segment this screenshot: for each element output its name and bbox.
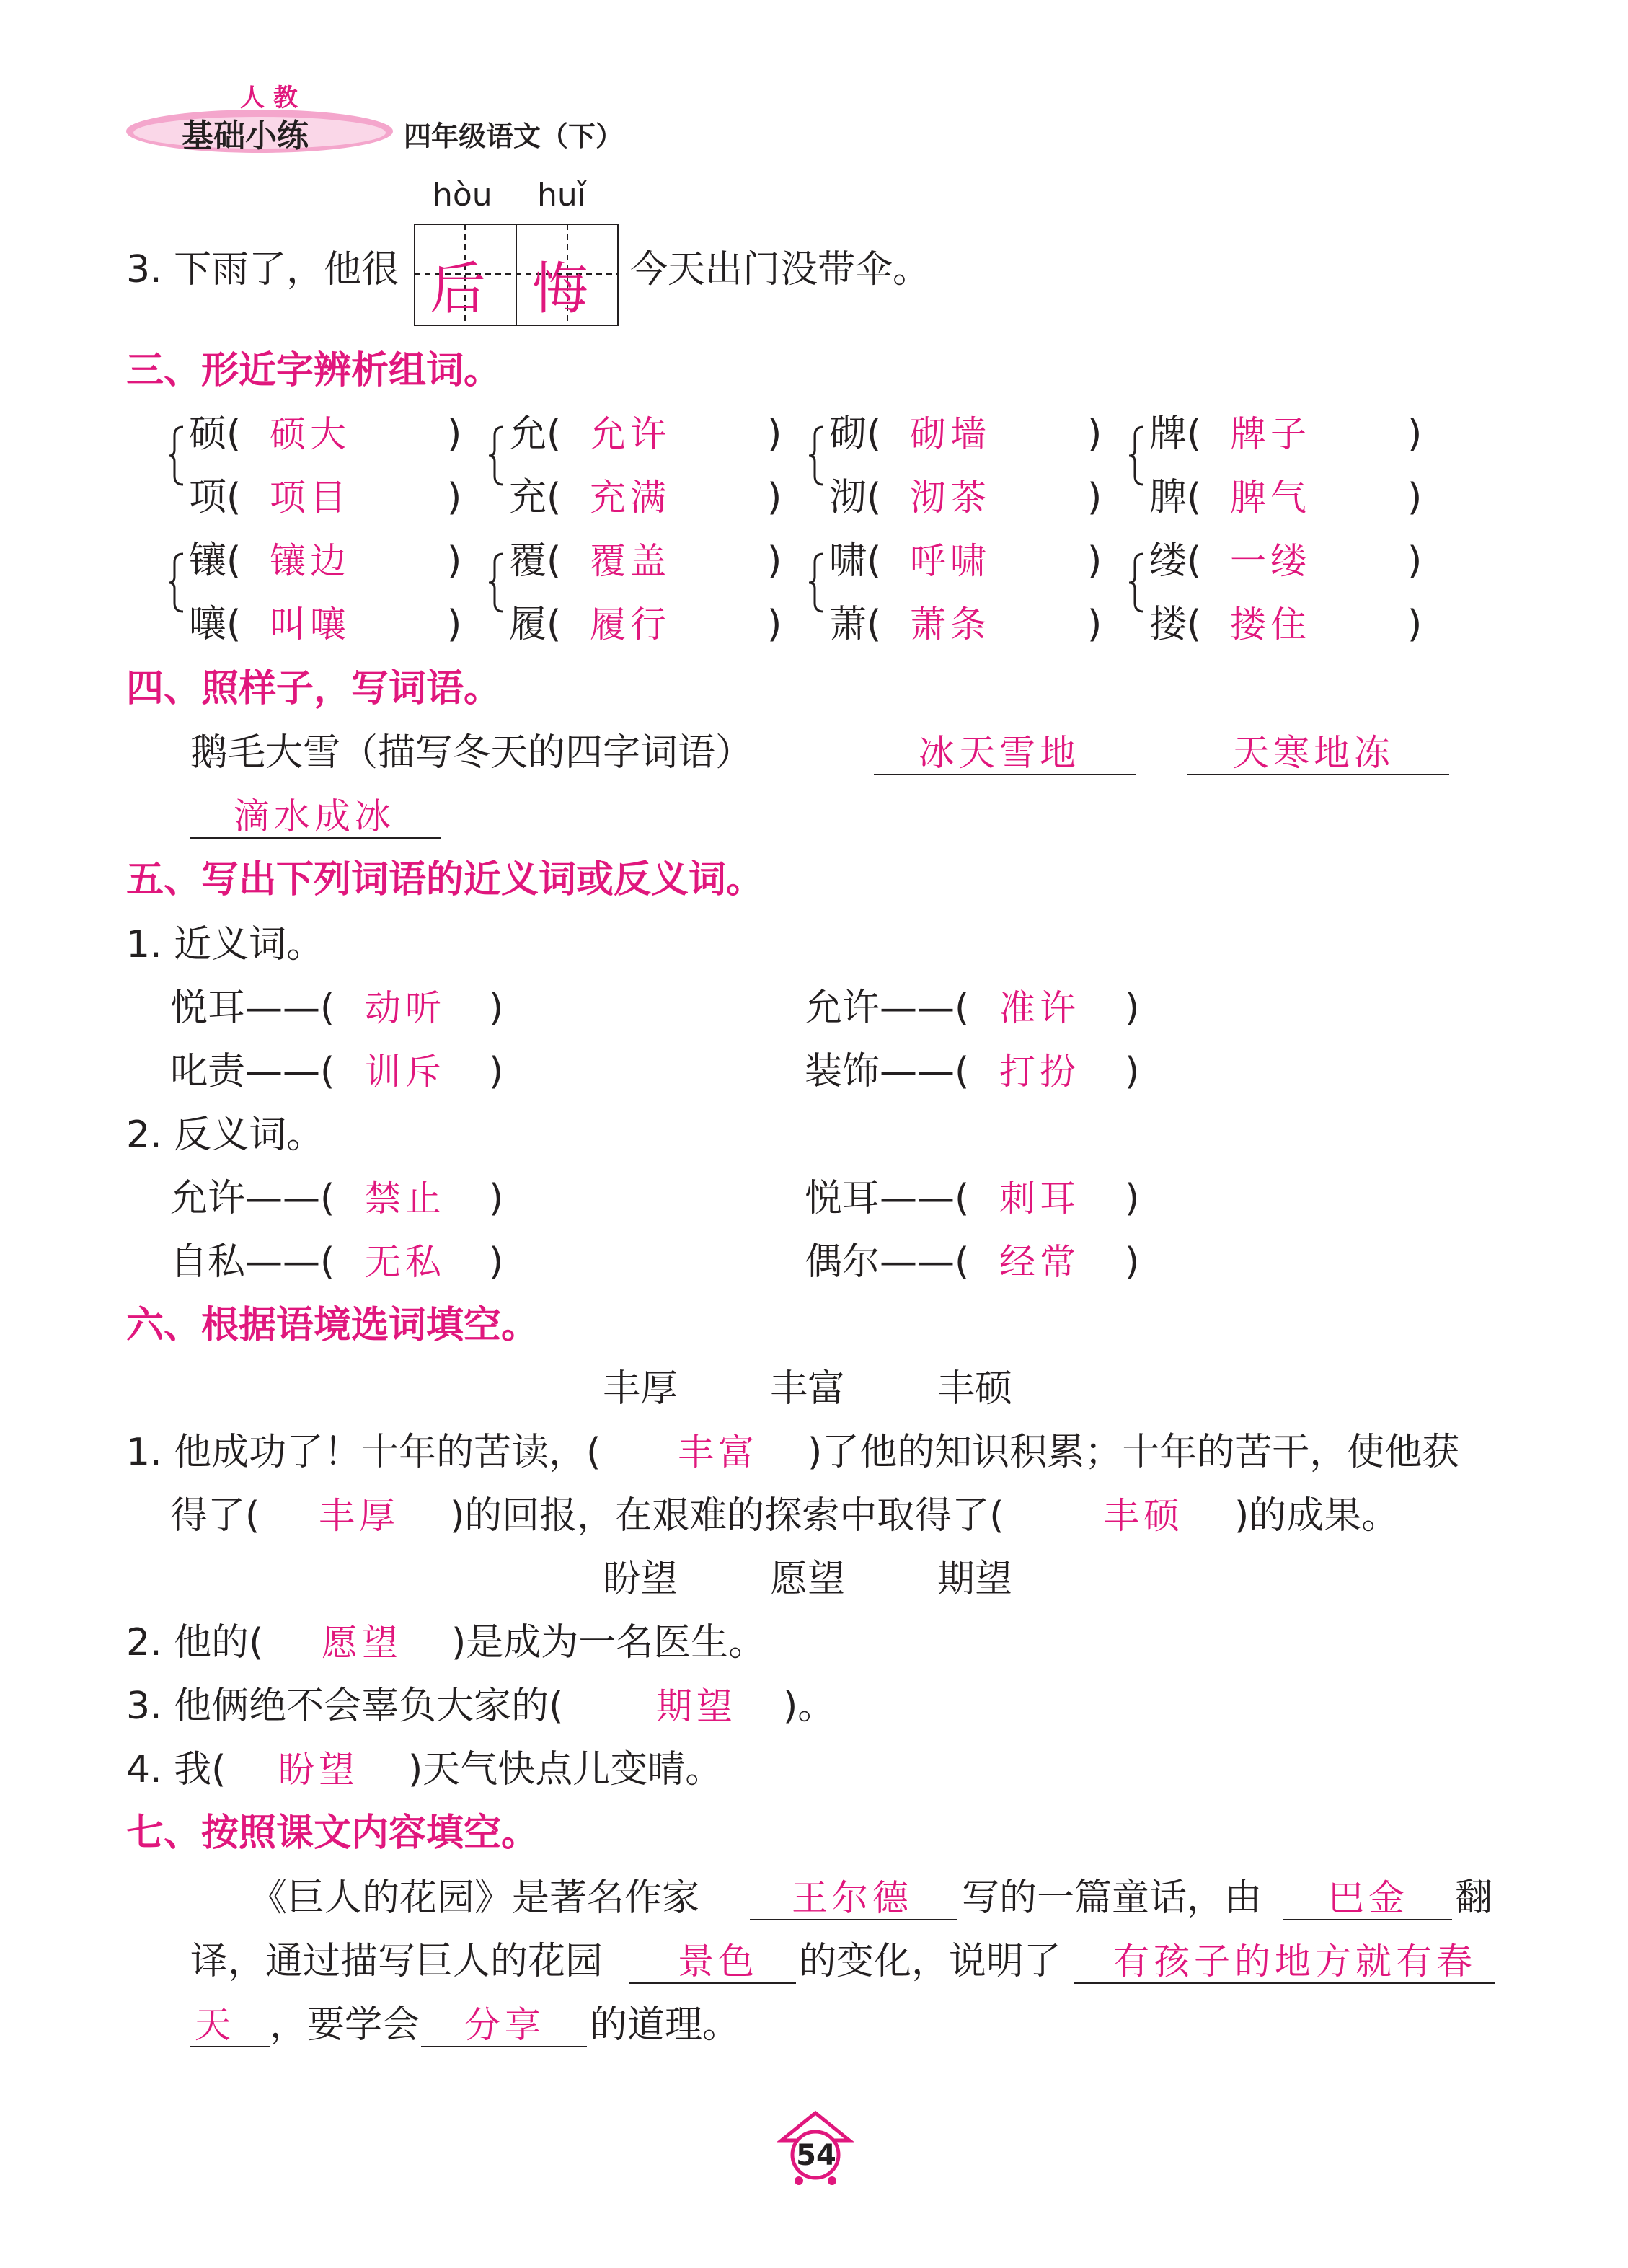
brace-icon <box>167 552 186 613</box>
s4-answer-3: 滴水成冰 <box>234 795 395 837</box>
brace-icon <box>487 425 506 486</box>
antonym-label: 2. 反义词。 <box>126 1113 324 1157</box>
open-paren: ( <box>547 539 562 583</box>
open-paren: ( <box>547 476 562 519</box>
close-paren: ) <box>1407 539 1423 583</box>
syn-word-4: 装饰——( <box>805 1050 970 1093</box>
word-answer: 叫嚷 <box>270 604 350 645</box>
glyph-char: 沏 <box>829 476 867 519</box>
series-title: 基础小练 <box>182 118 309 154</box>
s6-q4-part-b: )天气快点儿变晴。 <box>408 1748 723 1791</box>
open-paren: ( <box>867 539 882 583</box>
ant-answer-2: 刺耳 <box>999 1178 1080 1219</box>
open-paren: ( <box>867 603 882 646</box>
brace-icon <box>808 425 826 486</box>
syn-close-4: ) <box>1125 1050 1140 1093</box>
glyph-char: 砌 <box>829 412 867 456</box>
s6-q2-answer: 愿望 <box>322 1622 402 1664</box>
subject-label: 四年级语文（下） <box>404 120 624 152</box>
glyph-char: 覆 <box>509 539 547 583</box>
s6-q1-answer-2: 丰厚 <box>319 1495 399 1537</box>
open-paren: ( <box>1187 603 1202 646</box>
s7-answer-author: 王尔德 <box>792 1877 913 1919</box>
s6-q1-answer-3: 丰硕 <box>1103 1495 1184 1537</box>
word-answer: 呼啸 <box>910 540 991 582</box>
word-answer: 项目 <box>270 477 350 519</box>
s7-text-6: ，要学会 <box>270 2003 420 2047</box>
s7-text-2: 写的一篇童话，由 <box>962 1876 1262 1920</box>
s4-blank-3 <box>190 837 441 839</box>
syn-close-2: ) <box>1125 987 1140 1030</box>
answer-char-2: 悔 <box>532 257 589 322</box>
s7-blank-3 <box>629 1982 796 1984</box>
s4-blank-1 <box>874 774 1136 775</box>
q3-suffix: 今天出门没带伞。 <box>630 248 931 291</box>
word-option-1: 丰厚 <box>603 1367 678 1411</box>
s7-answer-5: 分享 <box>464 2004 545 2046</box>
ant-word-2: 悦耳——( <box>805 1177 970 1220</box>
word-answer: 镶边 <box>270 540 350 582</box>
publisher-label: 人 教 <box>240 84 298 112</box>
ant-close-3: ) <box>489 1240 504 1284</box>
open-paren: ( <box>547 603 562 646</box>
word-option-5: 愿望 <box>770 1558 846 1601</box>
close-paren: ) <box>1407 476 1423 519</box>
close-paren: ) <box>447 476 462 519</box>
s7-blank-2 <box>1283 1919 1452 1920</box>
syn-answer-4: 打扮 <box>999 1051 1080 1093</box>
s7-answer-4b: 天 <box>195 2004 235 2046</box>
s6-q3-part-a: 3. 他俩绝不会辜负大家的( <box>126 1685 564 1728</box>
ant-answer-4: 经常 <box>999 1241 1080 1283</box>
synonym-label: 1. 近义词。 <box>126 923 324 966</box>
open-paren: ( <box>867 476 882 519</box>
s7-answer-translator: 巴金 <box>1328 1877 1409 1919</box>
glyph-char: 牌 <box>1149 412 1187 456</box>
brace-icon <box>1128 425 1146 486</box>
glyph-char: 充 <box>509 476 547 519</box>
s6-q1-answer-1: 丰富 <box>678 1431 758 1473</box>
glyph-char: 镶 <box>189 539 227 583</box>
s7-text-3: 翻 <box>1455 1876 1493 1920</box>
s6-q4-part-a: 4. 我( <box>126 1748 226 1791</box>
word-option-3: 丰硕 <box>937 1367 1013 1411</box>
brace-icon <box>167 425 186 486</box>
page-number: 54 <box>796 2139 836 2172</box>
s7-text-7: 的道理。 <box>590 2003 740 2047</box>
close-paren: ) <box>1407 412 1423 456</box>
close-paren: ) <box>447 603 462 646</box>
section-5-title: 五、写出下列词语的近义词或反义词。 <box>126 858 764 901</box>
s6-q3-answer: 期望 <box>656 1685 737 1727</box>
section-6-title: 六、根据语境选词填空。 <box>126 1304 539 1347</box>
word-option-6: 期望 <box>937 1558 1013 1601</box>
open-paren: ( <box>226 412 242 456</box>
close-paren: ) <box>1087 539 1102 583</box>
word-answer: 脾气 <box>1230 477 1311 519</box>
word-answer: 沏茶 <box>910 477 991 519</box>
answer-char-1: 后 <box>430 257 487 322</box>
s6-q3-part-b: )。 <box>783 1685 836 1728</box>
open-paren: ( <box>1187 539 1202 583</box>
close-paren: ) <box>767 412 782 456</box>
glyph-char: 缕 <box>1149 539 1187 583</box>
q3-prefix: 3. 下雨了，他很 <box>126 248 399 291</box>
open-paren: ( <box>867 412 882 456</box>
close-paren: ) <box>1407 603 1423 646</box>
s7-answer-3: 景色 <box>678 1941 758 1982</box>
syn-answer-3: 训斥 <box>365 1051 446 1093</box>
glyph-char: 嚷 <box>189 603 227 646</box>
syn-close-1: ) <box>489 987 504 1030</box>
glyph-char: 脾 <box>1149 476 1187 519</box>
s4-answer-2: 天寒地冻 <box>1233 732 1394 774</box>
word-answer: 搂住 <box>1230 604 1311 645</box>
word-answer: 覆盖 <box>590 540 671 582</box>
close-paren: ) <box>447 539 462 583</box>
close-paren: ) <box>1087 412 1102 456</box>
word-answer: 履行 <box>590 604 671 645</box>
glyph-char: 允 <box>509 412 547 456</box>
word-answer: 允许 <box>590 413 671 455</box>
word-answer: 萧条 <box>910 604 991 645</box>
brace-icon <box>487 552 506 613</box>
s7-text-5: 的变化，说明了 <box>799 1940 1062 1983</box>
open-paren: ( <box>1187 476 1202 519</box>
ant-close-1: ) <box>489 1177 504 1220</box>
word-answer: 充满 <box>590 477 671 519</box>
brace-icon <box>1128 552 1146 613</box>
word-answer: 硕大 <box>270 413 350 455</box>
ant-word-1: 允许——( <box>170 1177 335 1220</box>
s7-blank-4b <box>190 2046 270 2047</box>
syn-word-2: 允许——( <box>805 987 970 1030</box>
s7-blank-5 <box>421 2046 587 2047</box>
word-answer: 牌子 <box>1230 413 1311 455</box>
open-paren: ( <box>226 476 242 519</box>
s4-blank-2 <box>1187 774 1449 775</box>
close-paren: ) <box>1087 476 1102 519</box>
s6-q1-part-b: )了他的知识积累；十年的苦干，使他获 <box>808 1431 1460 1474</box>
open-paren: ( <box>1187 412 1202 456</box>
pinyin-1: hòu <box>433 177 492 213</box>
open-paren: ( <box>226 603 242 646</box>
glyph-char: 履 <box>509 603 547 646</box>
glyph-char: 萧 <box>829 603 867 646</box>
glyph-char: 搂 <box>1149 603 1187 646</box>
section-4-title: 四、照样子，写词语。 <box>126 667 502 710</box>
syn-word-3: 叱责——( <box>170 1050 335 1093</box>
s6-q1-part-c: 得了( <box>170 1494 260 1537</box>
ant-close-4: ) <box>1125 1240 1140 1284</box>
glyph-char: 啸 <box>829 539 867 583</box>
s7-text-4: 译，通过描写巨人的花园 <box>190 1940 603 1983</box>
s7-blank-1 <box>750 1919 957 1920</box>
syn-answer-1: 动听 <box>365 987 446 1029</box>
close-paren: ) <box>767 603 782 646</box>
pinyin-2: huǐ <box>537 177 586 213</box>
ant-word-3: 自私——( <box>170 1240 335 1284</box>
word-answer: 砌墙 <box>910 413 991 455</box>
syn-word-1: 悦耳——( <box>170 987 335 1030</box>
close-paren: ) <box>767 539 782 583</box>
open-paren: ( <box>226 539 242 583</box>
word-answer: 一缕 <box>1230 540 1311 582</box>
glyph-char: 硕 <box>189 412 227 456</box>
s7-blank-4a <box>1074 1982 1495 1984</box>
ant-close-2: ) <box>1125 1177 1140 1220</box>
open-paren: ( <box>547 412 562 456</box>
syn-answer-2: 准许 <box>999 987 1080 1029</box>
s6-q2-part-b: )是成为一名医生。 <box>451 1621 766 1664</box>
s6-q2-part-a: 2. 他的( <box>126 1621 264 1664</box>
close-paren: ) <box>767 476 782 519</box>
s7-answer-4a: 有孩子的地方就有春 <box>1113 1941 1477 1982</box>
s6-q1-part-e: )的成果。 <box>1234 1494 1399 1537</box>
section-7-title: 七、按照课文内容填空。 <box>126 1812 539 1855</box>
brace-icon <box>808 552 826 613</box>
glyph-char: 项 <box>189 476 227 519</box>
syn-close-3: ) <box>489 1050 504 1093</box>
close-paren: ) <box>1087 603 1102 646</box>
s4-answer-1: 冰天雪地 <box>919 732 1080 774</box>
s6-q4-answer: 盼望 <box>278 1749 359 1791</box>
close-paren: ) <box>447 412 462 456</box>
section-3-title: 三、形近字辨析组词。 <box>126 349 502 392</box>
word-option-2: 丰富 <box>770 1367 846 1411</box>
ant-answer-3: 无私 <box>365 1241 446 1283</box>
ant-answer-1: 禁止 <box>365 1178 446 1219</box>
section-4-example: 鹅毛大雪（描写冬天的四字词语） <box>190 731 753 775</box>
s6-q1-part-d: )的回报，在艰难的探索中取得了( <box>450 1494 1004 1537</box>
s7-text-1: 《巨人的花园》是著名作家 <box>249 1876 700 1920</box>
s6-q1-part-a: 1. 他成功了！十年的苦读，( <box>126 1431 601 1474</box>
word-option-4: 盼望 <box>603 1558 678 1601</box>
ant-word-4: 偶尔——( <box>805 1240 970 1284</box>
